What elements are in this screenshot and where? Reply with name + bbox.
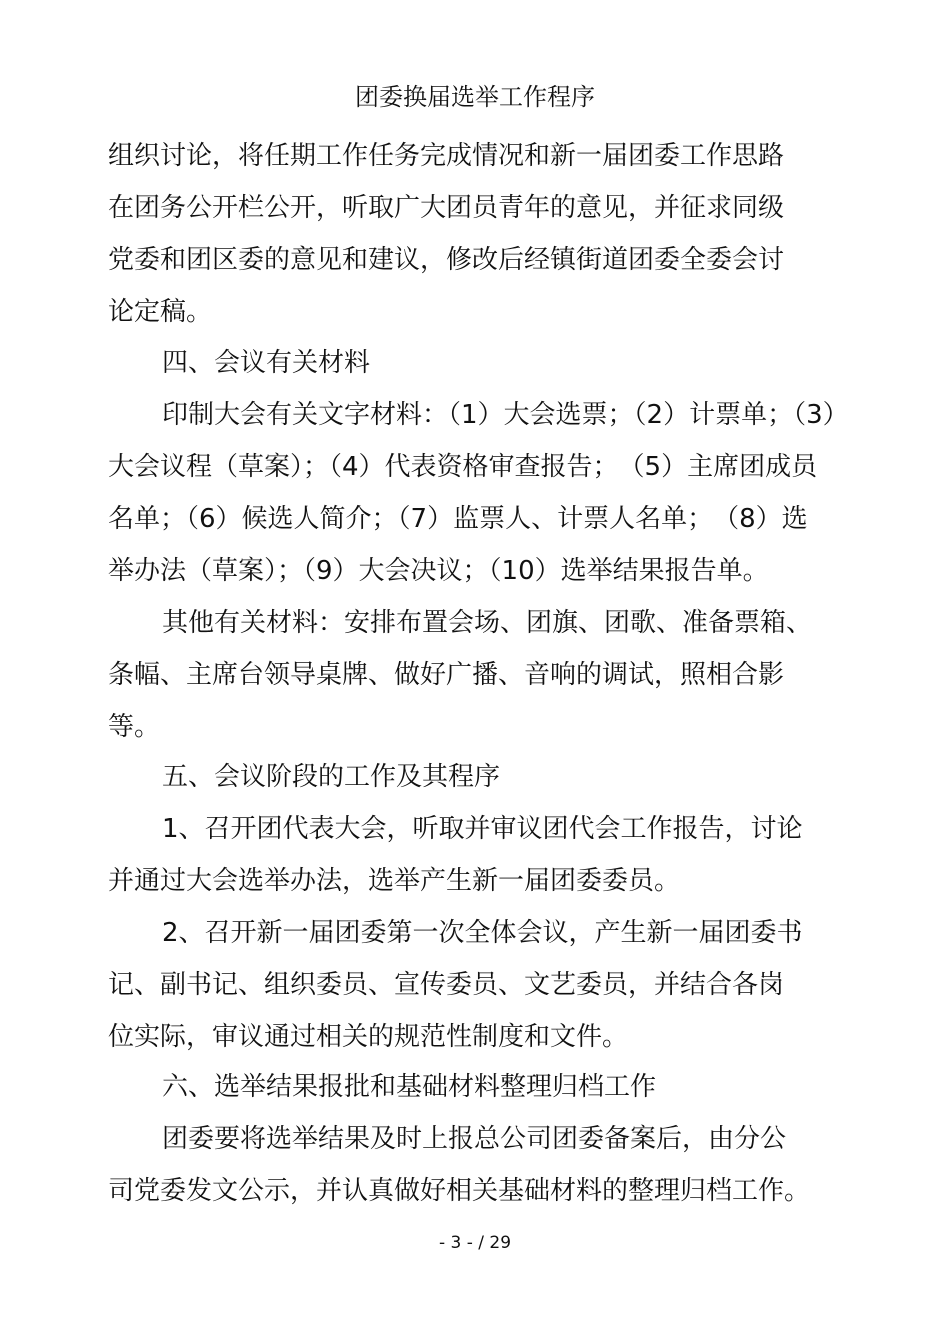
document-title: 团委换届选举工作程序 (355, 83, 595, 111)
body-line: 大会议程（草案）；（4）代表资格审查报告； （5）主席团成员 (108, 452, 818, 482)
section-heading: 四、会议有关材料 (162, 348, 371, 378)
section-heading: 五、会议阶段的工作及其程序 (162, 762, 501, 792)
body-line: 名单；（6）候选人简介；（7）监票人、计票人名单； （8）选 (108, 504, 808, 534)
page-number: - 3 - / 29 (438, 1233, 512, 1253)
body-line: 论定稿。 (108, 297, 213, 327)
body-line: 1、召开团代表大会，听取并审议团代会工作报告，讨论 (162, 814, 803, 844)
body-line: 举办法（草案）；（9）大会决议；（10）选举结果报告单。 (108, 556, 769, 586)
body-line: 印制大会有关文字材料：（1）大会选票；（2）计票单；（3） (162, 400, 849, 430)
body-line: 团委要将选举结果及时上报总公司团委备案后，由分公 (162, 1124, 787, 1154)
body-line: 并通过大会选举办法，选举产生新一届团委委员。 (108, 866, 681, 896)
body-line: 记、副书记、组织委员、宣传委员、文艺委员，并结合各岗 (108, 970, 785, 1000)
body-line: 位实际，审议通过相关的规范性制度和文件。 (108, 1022, 629, 1052)
section-heading: 六、选举结果报批和基础材料整理归档工作 (162, 1072, 657, 1102)
body-line: 党委和团区委的意见和建议，修改后经镇街道团委全委会讨 (108, 245, 785, 275)
body-line: 组织讨论，将任期工作任务完成情况和新一届团委工作思路 (108, 141, 785, 171)
body-line: 等。 (108, 712, 161, 742)
body-line: 条幅、主席台领导桌牌、做好广播、音响的调试，照相合影 (108, 660, 785, 690)
body-line: 2、召开新一届团委第一次全体会议，产生新一届团委书 (162, 918, 803, 948)
body-line: 司党委发文公示，并认真做好相关基础材料的整理归档工作。 (108, 1176, 811, 1206)
body-line: 在团务公开栏公开，听取广大团员青年的意见，并征求同级 (108, 193, 785, 223)
body-line: 其他有关材料：安排布置会场、团旗、团歌、准备票箱、 (162, 608, 813, 638)
